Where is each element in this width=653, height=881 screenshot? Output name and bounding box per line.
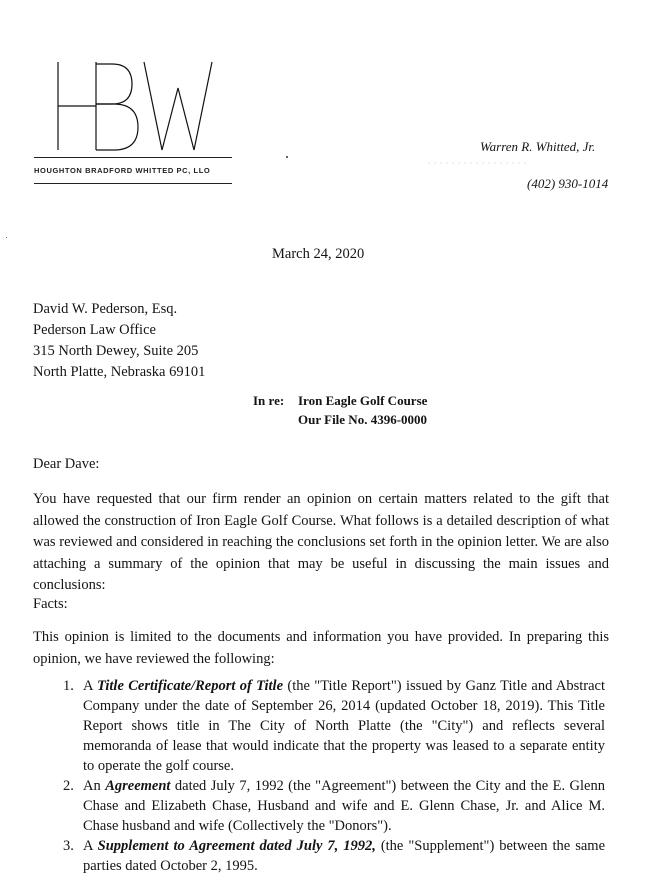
document-list bbox=[63, 676, 606, 876]
list-item-number: 1. bbox=[63, 678, 74, 694]
list-item-prefix: A bbox=[83, 678, 98, 694]
letterhead-rule-top bbox=[34, 157, 232, 158]
list-item-number: 2. bbox=[63, 778, 74, 794]
firm-name: HOUGHTON BRADFORD WHITTED PC, LLO bbox=[34, 166, 211, 175]
letter-date: March 24, 2020 bbox=[272, 246, 365, 262]
intro-paragraph: You have requested that our firm render an opinion on certain matters related to the gift that allowed the construction of Iron Eagle Golf Course. What follows is a detailed description of what was reviewed and considered in reaching the conclusions set forth in the opinion letter. We are also attaching a summary of the opinion that may be useful in discussing the main issues and conclusions: bbox=[33, 491, 609, 593]
recipient-street: 315 North Dewey, Suite 205 bbox=[33, 343, 199, 359]
list-item bbox=[63, 836, 606, 876]
firm-logo bbox=[56, 58, 216, 154]
salutation: Dear Dave: bbox=[33, 456, 100, 472]
list-item-document-title: Title Certificate/Report of Title bbox=[97, 678, 284, 694]
list-item-prefix: A bbox=[83, 838, 98, 854]
recipient-city: North Platte, Nebraska 69101 bbox=[33, 364, 206, 380]
recipient-name: David W. Pederson, Esq. bbox=[33, 301, 178, 317]
list-item-number: 3. bbox=[63, 838, 74, 854]
facts-heading: Facts: bbox=[33, 596, 68, 612]
attorney-name: Warren R. Whitted, Jr. bbox=[480, 139, 596, 154]
re-subject: Iron Eagle Golf Course bbox=[298, 393, 428, 408]
facts-paragraph: This opinion is limited to the documents and information you have provided. In preparing this opinion, we have reviewed the following: bbox=[33, 629, 609, 667]
scan-speck bbox=[286, 156, 288, 158]
letterhead-rule-bottom bbox=[34, 183, 232, 184]
list-item bbox=[63, 676, 606, 776]
list-item-document-title: Supplement to Agreement dated July 7, 1992, bbox=[97, 838, 376, 854]
attorney-phone: (402) 930-1014 bbox=[527, 176, 609, 191]
scan-speck bbox=[6, 237, 7, 238]
faint-contact-line: · · · · · · · · · · · · · · · · · bbox=[428, 159, 527, 168]
recipient-office: Pederson Law Office bbox=[33, 322, 156, 338]
list-item-prefix: An bbox=[83, 778, 106, 794]
list-item-text: (the "Title Report") issued by Ganz Title and Abstract Company under the date of September 26, 2014 (updated October 18, 2019). This Title Report shows title in The City of North Platte (the "City") and reflects several memoranda of lease that would indicate that the property was leased to a separate entity to operate the golf course. bbox=[83, 678, 606, 774]
list-item-text: dated July 7, 1992 (the "Agreement") between the City and the E. Glenn Chase and Elizabeth Chase, Husband and wife and E. Glenn Chase, Jr. and Alice M. Chase husband and wife (Collectively the "Donors"). bbox=[83, 778, 605, 834]
re-file-number: Our File No. 4396-0000 bbox=[298, 412, 428, 427]
re-label: In re: bbox=[253, 393, 285, 408]
list-item bbox=[63, 776, 605, 836]
list-item-document-title: Agreement bbox=[105, 778, 171, 794]
list-item-text: (the "Supplement") between the same parties dated October 2, 1995. bbox=[83, 838, 606, 874]
